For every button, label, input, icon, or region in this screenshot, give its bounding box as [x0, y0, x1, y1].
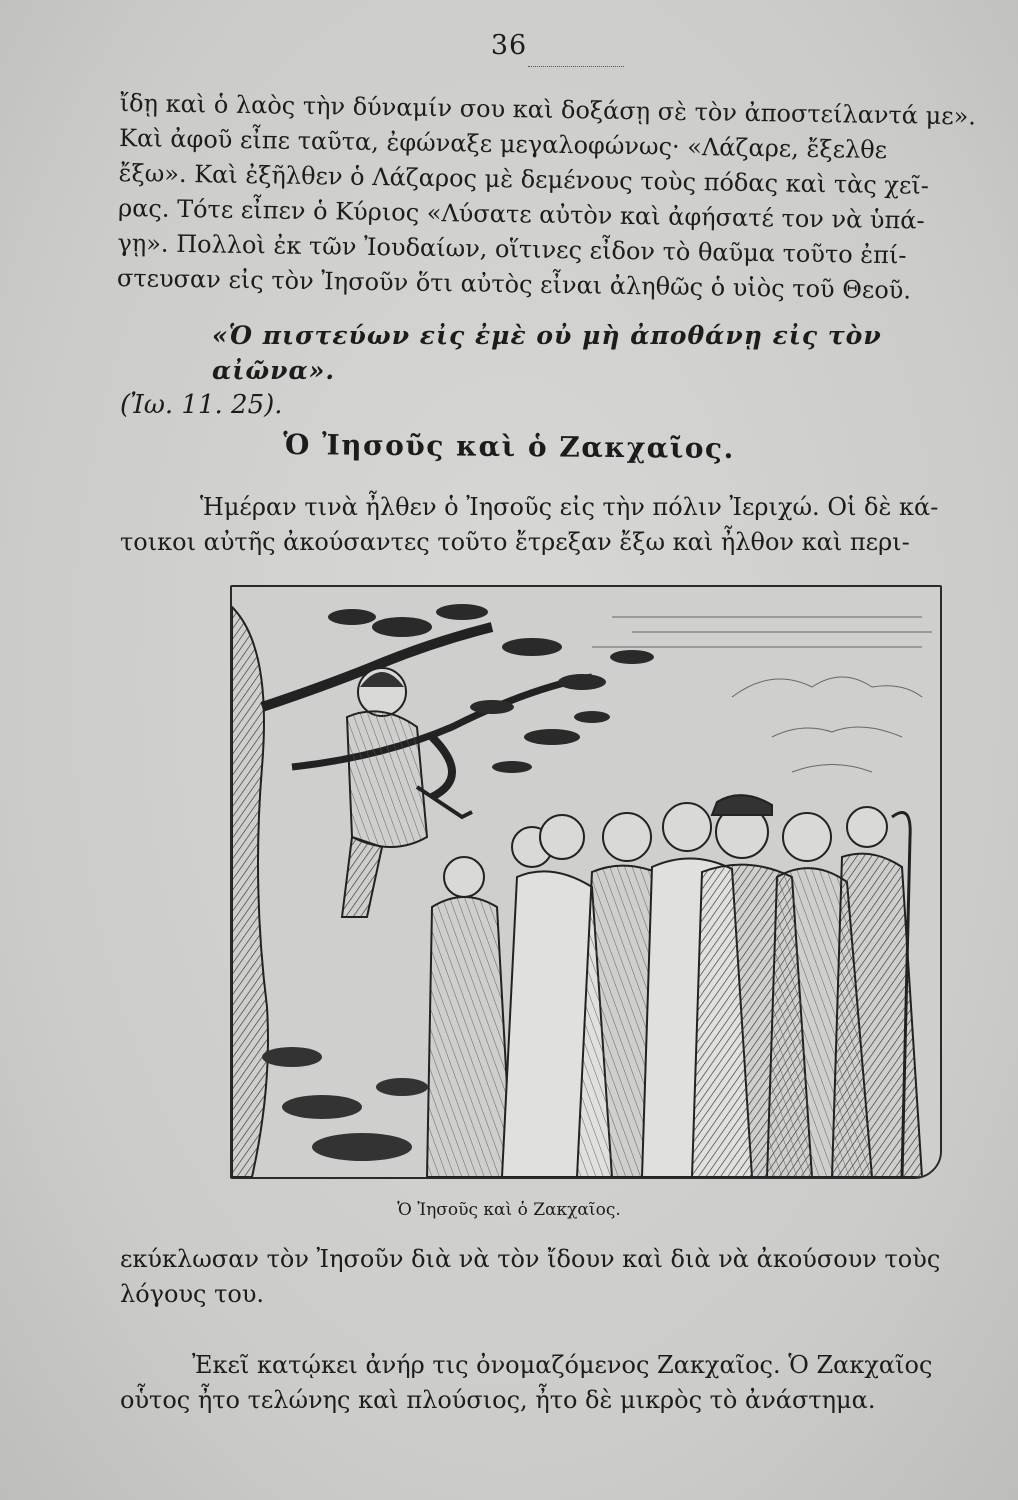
text-line: εκύκλωσαν τὸν Ἰησοῦν διὰ νὰ τὸν ἴδουν καὶ διὰ νὰ ἀκούσουν τοὺς [120, 1245, 941, 1273]
page-number: 36 [490, 30, 528, 61]
engraving-illustration [230, 585, 942, 1179]
text-line: Καὶ ἀφοῦ εἶπε ταῦτα, ἐφώναξε μεγαλοφώνως· «Λάζαρε, ἔξελθε [118, 123, 888, 165]
paragraph-zacchaeus [120, 1348, 960, 1418]
figure-caption: Ὁ Ἰησοῦς καὶ ὁ Ζακχαῖος. [397, 1200, 621, 1220]
section-title: Ὁ Ἰησοῦς καὶ ὁ Ζακχαῖος. [283, 428, 735, 465]
text-line: οὗτος ἦτο τελώνης καὶ πλούσιος, ἦτο δὲ μικρὸς τὸ ἀνάστημα. [120, 1386, 876, 1414]
quote-text: «Ὁ πιστεύων εἰς ἐμὲ οὐ μὴ ἀποθάνῃ εἰς τὸν αἰῶνα». [212, 321, 882, 385]
text-line: Ἐκεῖ κατῴκει ἀνήρ τις ὀνομαζόμενος Ζακχαῖος. Ὁ Ζακχαῖος [192, 1351, 933, 1379]
quote-reference: (Ἰω. 11. 25). [120, 390, 283, 420]
text-line: ἴδῃ καὶ ὁ λαὸς τὴν δύναμίν σου καὶ δοξάσῃ σὲ τὸν ἀποστείλαντά με». [119, 88, 977, 131]
text-line: γῃ». Πολλοὶ ἐκ τῶν Ἰουδαίων, οἵτινες εἶδον τὸ θαῦμα τοῦτο ἐπί- [117, 228, 907, 270]
paragraph-jericho [120, 490, 960, 560]
paragraph-crowd [120, 1242, 960, 1312]
text-line: τοικοι αὐτῆς ἀκούσαντες τοῦτο ἔτρεξαν ἔξω καὶ ἦλθον καὶ περι- [120, 528, 910, 556]
text-line: Ἡμέραν τινὰ ἦλθεν ὁ Ἰησοῦς εἰς τὴν πόλιν Ἰεριχώ. Οἱ δὲ κά- [200, 493, 939, 521]
page-number-rule [528, 66, 624, 67]
scripture-quote [120, 318, 960, 423]
text-line: λόγους του. [120, 1280, 265, 1308]
text-line: ρας. Τότε εἶπεν ὁ Κύριος «Λύσατε αὐτὸν καὶ ἀφήσατέ τον νὰ ὑπά- [117, 193, 925, 235]
paragraph-lazarus [116, 86, 977, 309]
text-line: ἔξω». Καὶ ἐξῆλθεν ὁ Λάζαρος μὲ δεμένους τοὺς πόδας καὶ τὰς χεῖ- [118, 158, 930, 200]
text-line: στευσαν εἰς τὸν Ἰησοῦν ὅτι αὐτὸς εἶναι ἀληθῶς ὁ υἱὸς τοῦ Θεοῦ. [116, 263, 912, 305]
